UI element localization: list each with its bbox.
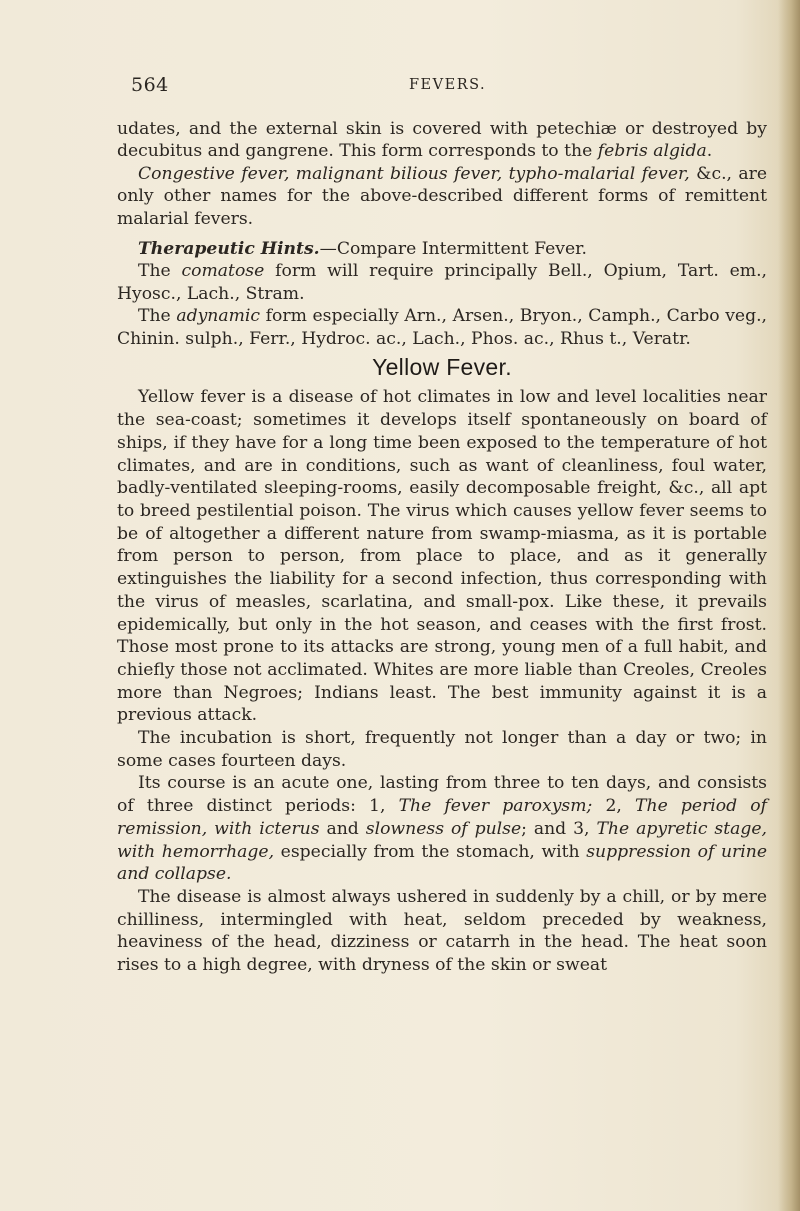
intro-text: udates, and the external skin is covered with petechiæ or destroyed by decubitus and gangrene. This form corresponds to the bbox=[117, 119, 767, 162]
page-edge-shadow bbox=[778, 0, 800, 1211]
intro-paragraph bbox=[117, 118, 767, 163]
course-text-g: ; and 3, bbox=[521, 818, 597, 839]
synonyms-italic: Congestive fever, malignant bilious fever, typho-malarial fever, bbox=[138, 163, 690, 184]
course-text-a: Its course is an acute one, lasting from three to ten days, and consists of three distinct periods: 1, bbox=[117, 773, 767, 817]
course-suppression: suppression of urine and collapse. bbox=[117, 841, 768, 885]
therapeutic-hints-intro: —Compare Intermittent Fever. bbox=[319, 239, 587, 260]
therapeutic-hints-heading: Therapeutic Hints. bbox=[138, 239, 320, 260]
comatose-paragraph bbox=[117, 260, 767, 305]
course-apyretic: The apyretic stage, with hemorrhage, bbox=[117, 818, 767, 862]
section-title: Yellow Fever. bbox=[372, 354, 512, 381]
comatose-term: comatose bbox=[181, 261, 265, 282]
running-head: FEVERS. bbox=[409, 77, 487, 93]
page-number: 564 bbox=[131, 74, 169, 96]
page-header bbox=[131, 74, 771, 100]
synonyms-rest: &c., are only other names for the above-described different forms of remittent malarial fevers. bbox=[117, 163, 767, 229]
comatose-remedies: form will require principally Bell., Opium, Tart. em., Hyosc., Lach., Stram. bbox=[117, 261, 767, 304]
comatose-pre: The bbox=[138, 261, 182, 282]
body-text bbox=[117, 118, 767, 977]
adynamic-pre: The bbox=[138, 306, 177, 327]
onset-paragraph: The disease is almost always ushered in suddenly by a chill, or by mere chilliness, intermingled with heat, seldom preceded by weakness, heaviness of the head, dizziness or catarrh in the head. The heat soon rises to a high degree, with dryness of the skin or sweat bbox=[117, 886, 767, 976]
course-paragraph bbox=[117, 772, 767, 886]
course-fever-paroxysm: The fever paroxysm; bbox=[398, 796, 593, 817]
yellow-fever-section bbox=[117, 386, 767, 976]
course-text-e: and bbox=[319, 818, 366, 839]
intro-period: . bbox=[706, 141, 713, 162]
incubation-paragraph: The incubation is short, frequently not longer than a day or two; in some cases fourteen days. bbox=[117, 728, 767, 771]
course-text-c: 2, bbox=[592, 796, 636, 817]
course-remission: The period of remission, with icterus bbox=[117, 796, 767, 839]
adynamic-paragraph bbox=[117, 305, 767, 350]
course-text-i: especially from the stomach, with bbox=[274, 841, 587, 862]
adynamic-term: adynamic bbox=[176, 306, 261, 327]
therapeutic-hints-paragraph bbox=[117, 238, 767, 260]
yellow-fever-paragraph-1: Yellow fever is a disease of hot climates in low and level localities near the sea-coast; sometimes it develops itself spontaneously on board of ships, if they have for a long time been exposed to the temperature of hot climates, and are in conditions, such as want of cleanliness, foul water, badly-ventilated sleeping-rooms, easily decomposable freight, &c., all apt to breed pestilential poison. The virus which causes yellow fever seems to be of altogether a different nature from swamp-miasma, as it is portable from person to person, from place to place, and as it generally extinguishes the liability for a second infection, thus corresponding with the virus of measles, scarlatina, and small-pox. Like these, it prevails epidemically, but only in the hot season, and ceases with the first frost. Those most prone to its attacks are strong, young men of a full habit, and chiefly those not acclimated. Whites are more liable than Creoles, Creoles more than Negroes; Indians least. The best immunity against it is a previous attack. bbox=[117, 387, 767, 726]
adynamic-remedies: form especially Arn., Arsen., Bryon., Camph., Carbo veg., Chinin. sulph., Ferr., Hydroc. ac., Lach., Phos. ac., Rhus t., Veratr. bbox=[117, 306, 768, 349]
course-slowness: slowness of pulse bbox=[365, 818, 522, 839]
synonyms-paragraph bbox=[117, 163, 767, 230]
febris-algida-term: febris algida bbox=[597, 141, 707, 162]
